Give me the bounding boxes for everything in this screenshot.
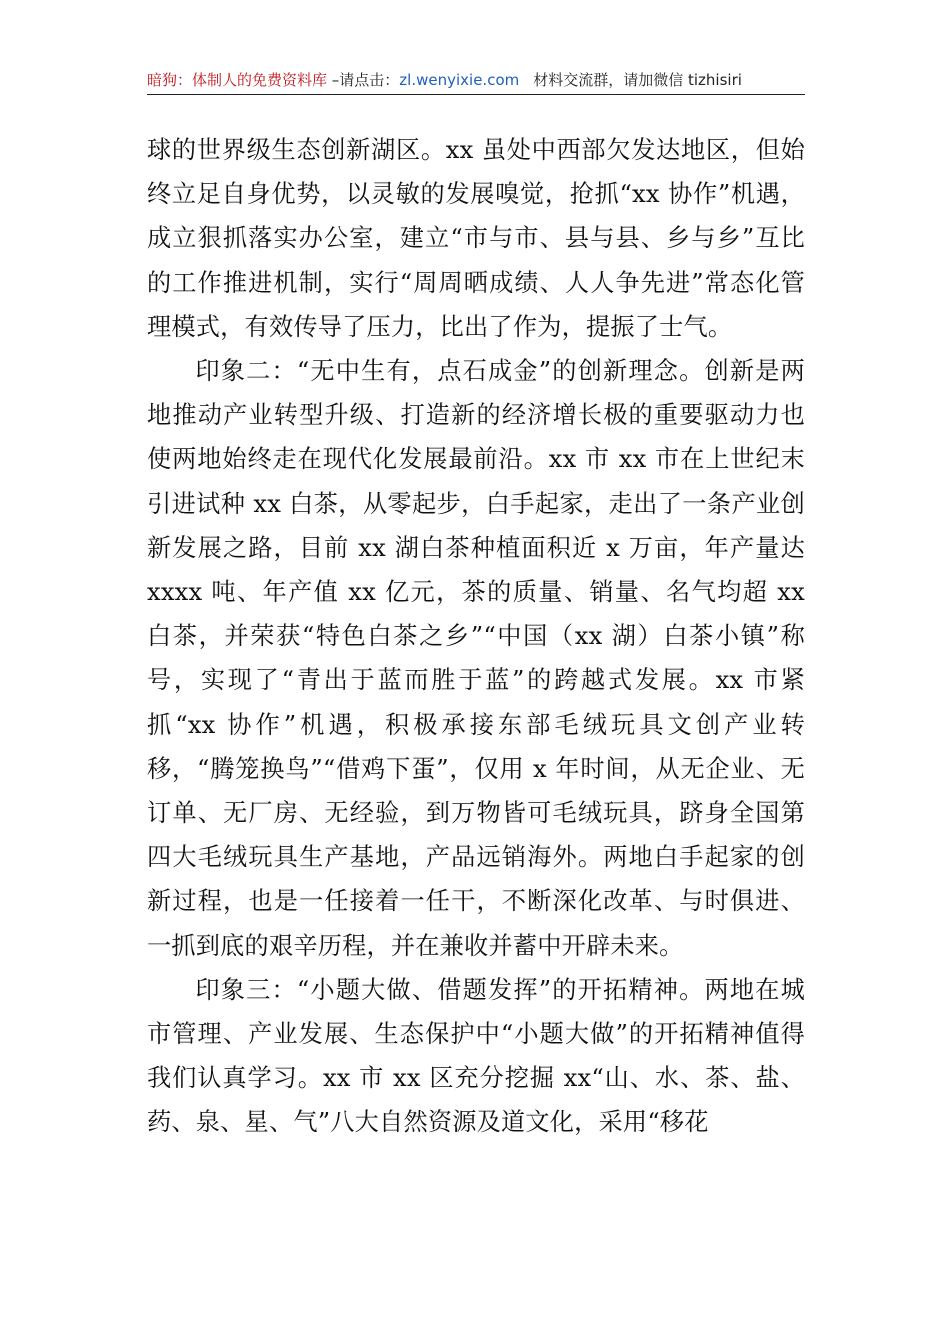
header-contact-text: 材料交流群，请加微信 tizhisiri: [533, 71, 742, 89]
header-separator-text: –请点击：: [327, 71, 400, 89]
paragraph-impression-three: 印象三：“小题大做、借题发挥”的开拓精神。两地在城市管理、产业发展、生态保护中“小题大做”的开拓精神值得我们认真学习。xx 市 xx 区充分挖掘 xx“山、水、茶、盐、药、泉、星、气”八大自然资源及道文化，采用“移花: [147, 975, 805, 1137]
paragraph-continuation: 球的世界级生态创新湖区。xx 虽处中西部欠发达地区，但始终立足自身优势，以灵敏的发展嗅觉，抢抓“xx 协作”机遇，成立狠抓落实办公室，建立“市与市、县与县、乡与乡”互比的工作推进机制，实行“周周晒成绩、人人争先进”常态化管理模式，有效传导了压力，比出了作为，提振了士气。: [147, 136, 805, 341]
page-header: [147, 66, 805, 95]
header-brand-text: 暗狗：体制人的免费资料库: [147, 71, 328, 89]
document-body: [147, 128, 805, 1145]
paragraph-impression-two: 印象二：“无中生有，点石成金”的创新理念。创新是两地推动产业转型升级、打造新的经济增长极的重要驱动力也使两地始终走在现代化发展最前沿。xx 市 xx 市在上世纪末引进试种 xx 白茶，从零起步，白手起家，走出了一条产业创新发展之路，目前 xx 湖白茶种植面积近 x 万亩，年产量达 xxxx 吨、年产值 xx 亿元，茶的质量、销量、名气均超 xx 白茶，并荣获“特色白茶之乡”“中国（xx 湖）白茶小镇”称号，实现了“青出于蓝而胜于蓝”的跨越式发展。xx 市紧抓“xx 协作”机遇，积极承接东部毛绒玩具文创产业转移，“腾笼换鸟”“借鸡下蛋”，仅用 x 年时间，从无企业、无订单、无厂房、无经验，到万物皆可毛绒玩具，跻身全国第四大毛绒玩具生产基地，产品远销海外。两地白手起家的创新过程，也是一任接着一任干，不断深化改革、与时俱进、一抓到底的艰辛历程，并在兼收并蓄中开辟未来。: [147, 357, 805, 960]
header-url-link[interactable]: zl.wenyixie.com: [399, 71, 520, 89]
